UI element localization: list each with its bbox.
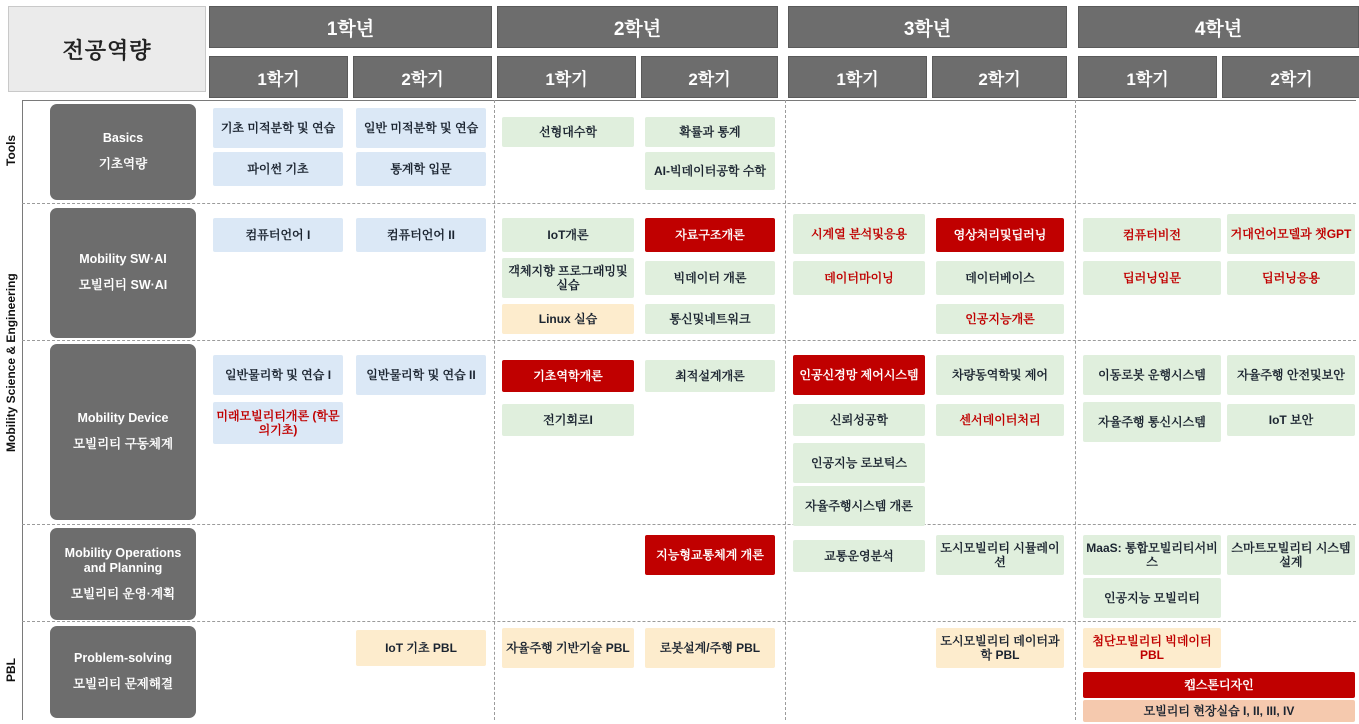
course-chip[interactable]: 선형대수학 (502, 117, 634, 147)
course-chip[interactable]: 인공지능개론 (936, 304, 1064, 334)
semester-header-3[interactable]: 1학기 (497, 56, 636, 98)
year-header-3: 3학년 (788, 6, 1067, 48)
course-chip[interactable]: 일반 미적분학 및 연습 (356, 108, 486, 148)
course-chip[interactable]: 이동로봇 운행시스템 (1083, 355, 1221, 395)
semester-header-1[interactable]: 1학기 (209, 56, 348, 98)
competency-area-ko-2: 모빌리티 SW·AI (78, 278, 168, 292)
competency-area-en-3: Mobility Device (77, 411, 169, 426)
competency-area-ko-4: 모빌리티 운영·계획 (70, 586, 176, 601)
course-chip[interactable]: 자율주행시스템 개론 (793, 486, 925, 526)
row-label-1: Tools (4, 134, 18, 166)
course-chip[interactable]: 지능형교통체계 개론 (645, 535, 775, 575)
course-chip[interactable]: 인공지능 모빌리티 (1083, 578, 1221, 618)
course-chip[interactable]: 데이터마이닝 (793, 261, 925, 295)
course-chip[interactable]: 빅데이터 개론 (645, 261, 775, 295)
course-chip[interactable]: 통신및네트워크 (645, 304, 775, 334)
competency-area-en-5: Problem-solving (74, 651, 172, 666)
course-chip[interactable]: MaaS: 통합모빌리티서비스 (1083, 535, 1221, 575)
course-chip[interactable]: 전기회로I (502, 404, 634, 436)
course-chip[interactable]: 도시모빌리티 데이터과학 PBL (936, 628, 1064, 668)
course-chip[interactable]: 컴퓨터언어 II (356, 218, 486, 252)
course-chip[interactable]: 자율주행 기반기술 PBL (502, 628, 634, 668)
competency-area-5 (50, 626, 196, 718)
grid-left-border (22, 100, 23, 720)
course-chip[interactable]: 미래모빌리티개론 (학문의기초) (213, 402, 343, 444)
course-chip[interactable]: 신뢰성공학 (793, 404, 925, 436)
semester-header-6[interactable]: 2학기 (932, 56, 1067, 98)
course-chip[interactable]: 교통운영분석 (793, 540, 925, 572)
year-header-2: 2학년 (497, 6, 778, 48)
course-chip[interactable]: 캡스톤디자인 (1083, 672, 1355, 698)
course-chip[interactable]: IoT 기초 PBL (356, 630, 486, 666)
course-chip[interactable]: 파이썬 기초 (213, 152, 343, 186)
course-chip[interactable]: 객체지향 프로그래밍및실습 (502, 258, 634, 298)
course-chip[interactable]: 통계학 입문 (356, 152, 486, 186)
competency-area-ko-1: 기초역량 (98, 157, 148, 171)
course-chip[interactable]: 자율주행 통신시스템 (1083, 402, 1221, 442)
year-divider-3 (1075, 100, 1076, 720)
course-chip[interactable]: 자료구조개론 (645, 218, 775, 252)
course-chip[interactable]: 일반물리학 및 연습 II (356, 355, 486, 395)
competency-area-ko-5: 모빌리티 문제해결 (72, 677, 174, 691)
course-chip[interactable]: 스마트모빌리티 시스템설계 (1227, 535, 1355, 575)
semester-header-4[interactable]: 2학기 (641, 56, 778, 98)
year-header-1: 1학년 (209, 6, 492, 48)
semester-header-7[interactable]: 1학기 (1078, 56, 1217, 98)
course-chip[interactable]: 컴퓨터비전 (1083, 218, 1221, 252)
competency-area-en-2: Mobility SW·AI (79, 252, 167, 267)
course-chip[interactable]: AI-빅데이터공학 수학 (645, 152, 775, 190)
course-chip[interactable]: IoT 보안 (1227, 404, 1355, 436)
competency-area-4 (50, 528, 196, 620)
course-chip[interactable]: 센서데이터처리 (936, 404, 1064, 436)
course-chip[interactable]: 인공지능 로보틱스 (793, 443, 925, 483)
course-chip[interactable]: 거대언어모델과 챗GPT (1227, 214, 1355, 254)
competency-area-en-1: Basics (102, 131, 144, 146)
course-chip[interactable]: 첨단모빌리티 빅데이터 PBL (1083, 628, 1221, 668)
semester-header-8[interactable]: 2학기 (1222, 56, 1359, 98)
row-divider-2 (22, 340, 1356, 341)
course-chip[interactable]: 모빌리티 현장실습 I, II, III, IV (1083, 700, 1355, 722)
course-chip[interactable]: Linux 실습 (502, 304, 634, 334)
row-divider-3 (22, 524, 1356, 525)
competency-area-ko-3: 모빌리티 구동체계 (72, 437, 174, 451)
competency-area-3 (50, 344, 196, 520)
course-chip[interactable]: 자율주행 안전및보안 (1227, 355, 1355, 395)
row-label-3: PBL (4, 658, 18, 682)
course-chip[interactable]: IoT개론 (502, 218, 634, 252)
row-divider-4 (22, 621, 1356, 622)
competency-area-1 (50, 104, 196, 200)
year-header-4: 4학년 (1078, 6, 1359, 48)
semester-header-5[interactable]: 1학기 (788, 56, 927, 98)
row-label-2: Mobility Science & Engineering (4, 273, 18, 453)
competency-area-en-4: Mobility Operations and Planning (64, 545, 182, 576)
course-chip[interactable]: 도시모빌리티 시뮬레이션 (936, 535, 1064, 575)
year-divider-1 (494, 100, 495, 720)
course-chip[interactable]: 데이터베이스 (936, 261, 1064, 295)
course-chip[interactable]: 일반물리학 및 연습 I (213, 355, 343, 395)
row-divider-1 (22, 203, 1356, 204)
course-chip[interactable]: 기초역학개론 (502, 360, 634, 392)
course-chip[interactable]: 시계열 분석및응용 (793, 214, 925, 254)
course-chip[interactable]: 기초 미적분학 및 연습 (213, 108, 343, 148)
course-chip[interactable]: 인공신경망 제어시스템 (793, 355, 925, 395)
course-chip[interactable]: 차량동역학및 제어 (936, 355, 1064, 395)
course-chip[interactable]: 딥러닝응용 (1227, 261, 1355, 295)
competency-area-2 (50, 208, 196, 338)
course-chip[interactable]: 확률과 통계 (645, 117, 775, 147)
page-title: 전공역량 (8, 6, 206, 92)
semester-header-2[interactable]: 2학기 (353, 56, 492, 98)
course-chip[interactable]: 영상처리및딥러닝 (936, 218, 1064, 252)
course-chip[interactable]: 컴퓨터언어 I (213, 218, 343, 252)
year-divider-2 (785, 100, 786, 720)
course-chip[interactable]: 로봇설계/주행 PBL (645, 628, 775, 668)
course-chip[interactable]: 딥러닝입문 (1083, 261, 1221, 295)
grid-top-border (22, 100, 1356, 101)
course-chip[interactable]: 최적설계개론 (645, 360, 775, 392)
